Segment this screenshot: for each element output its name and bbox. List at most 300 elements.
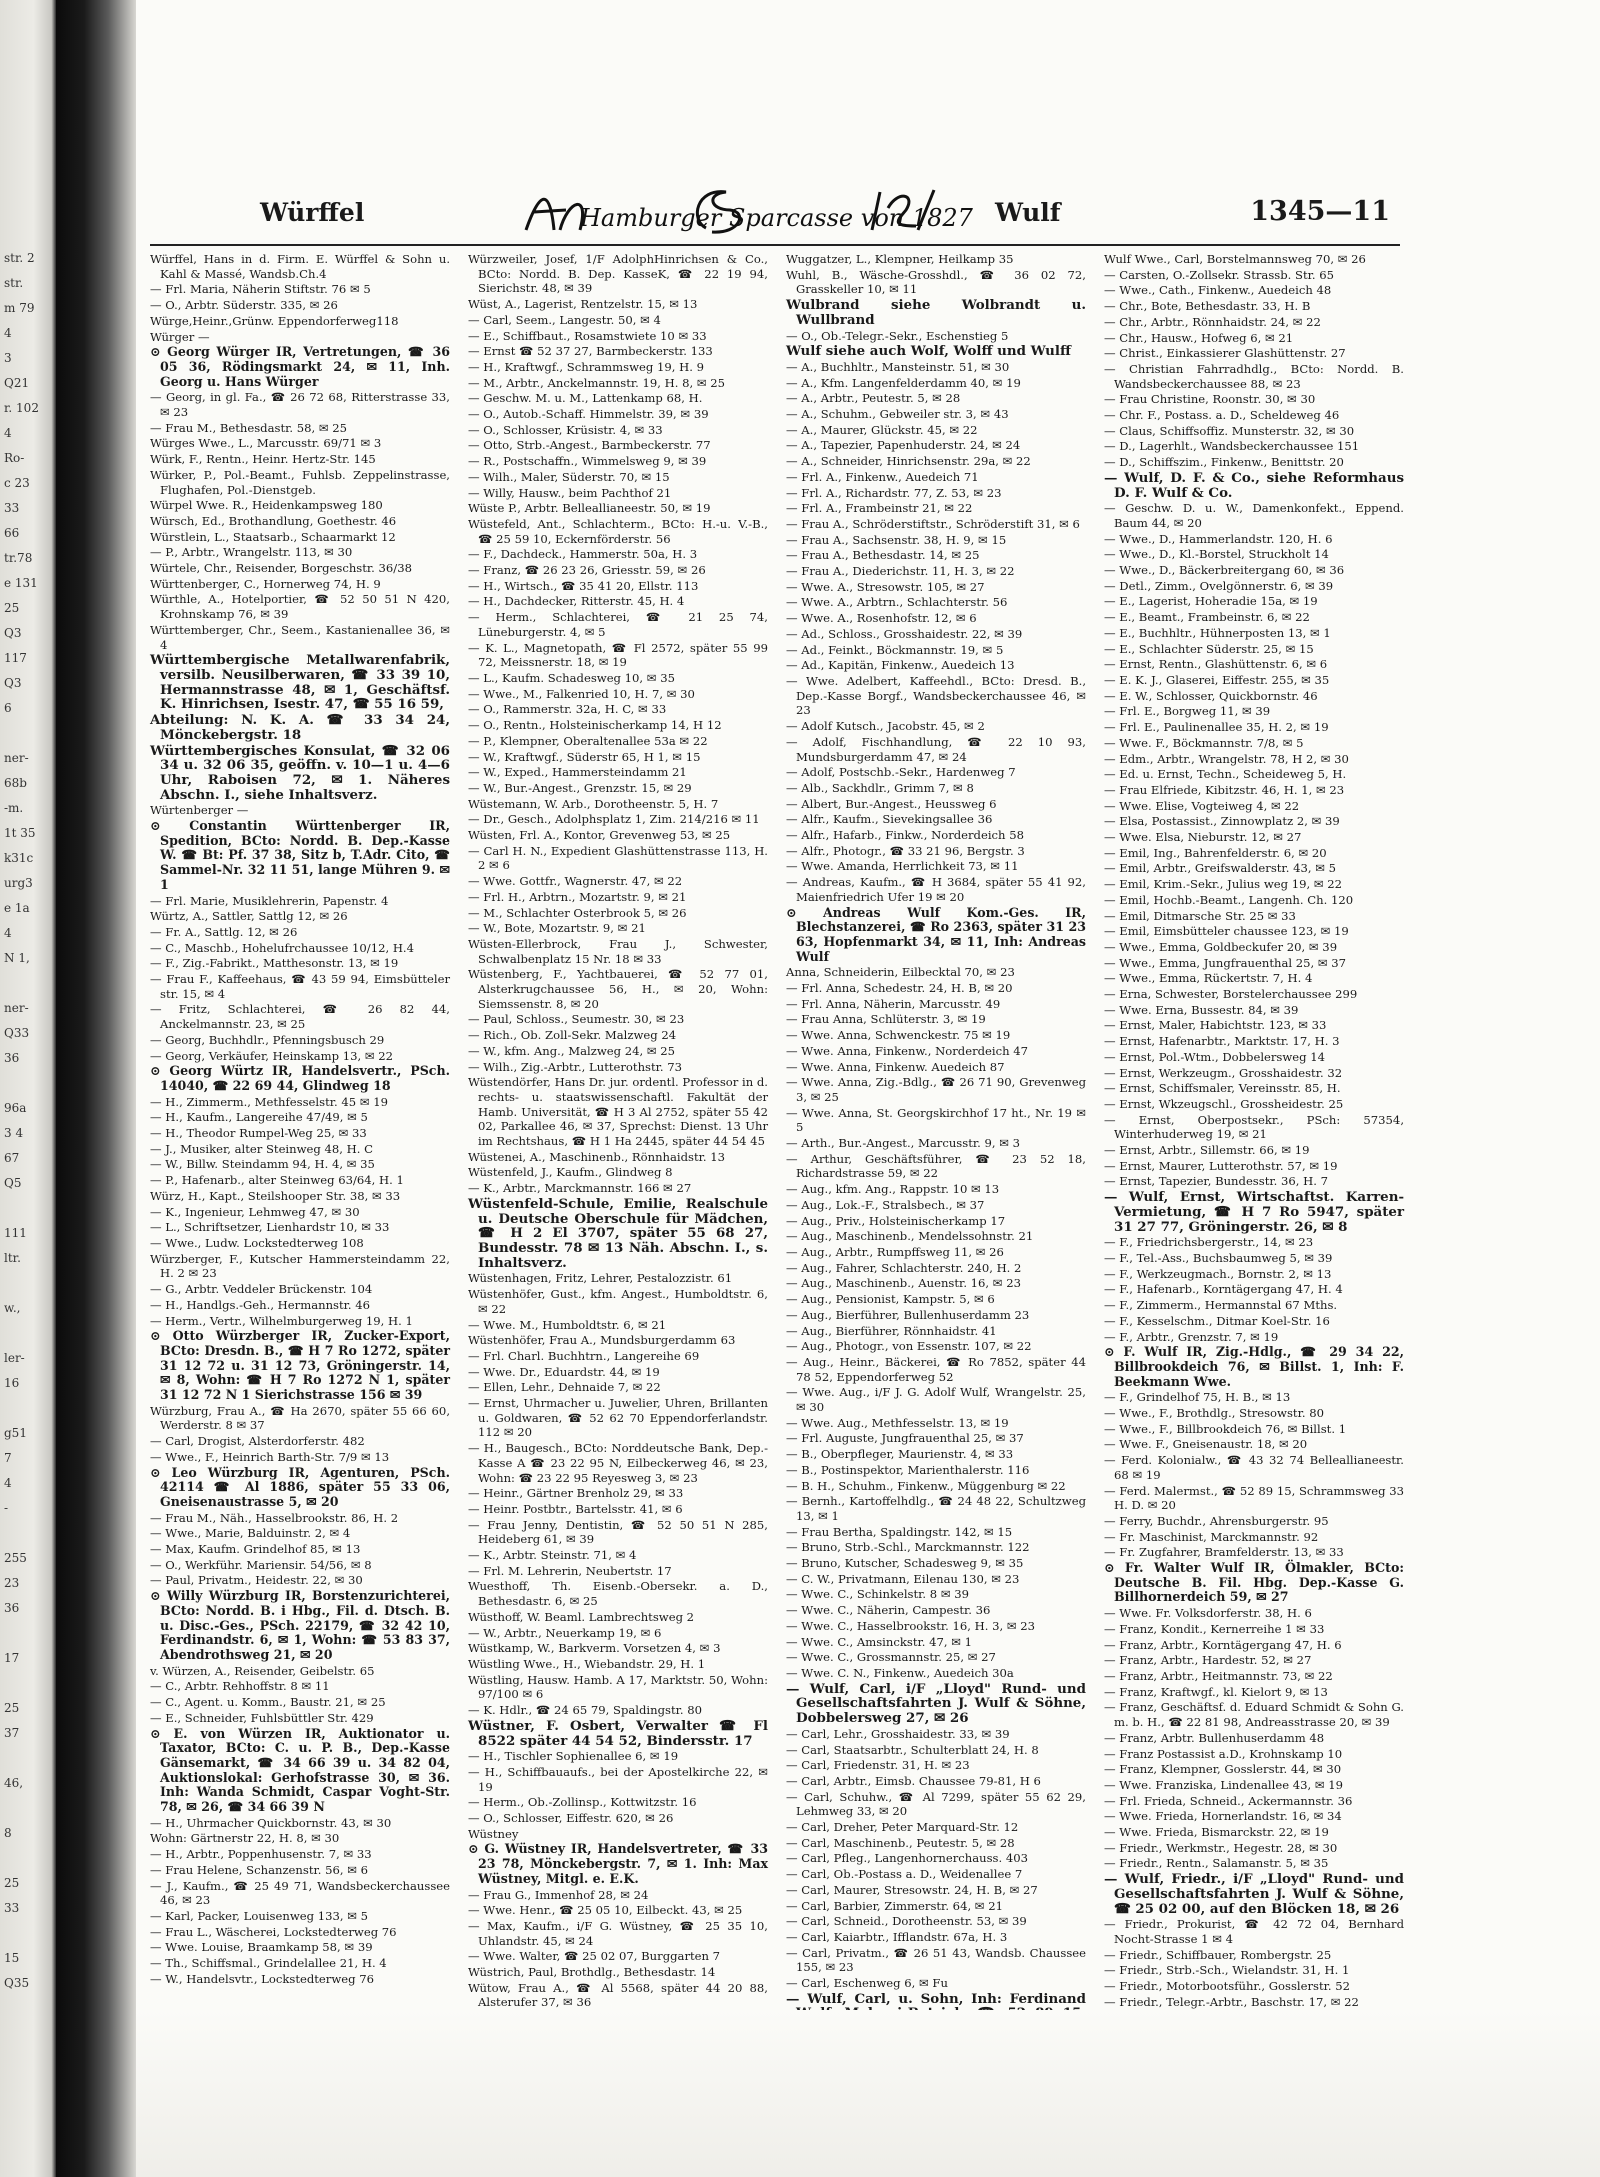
directory-entry: Würsch, Ed., Brothandlung, Goethestr. 46 — [150, 513, 397, 528]
directory-entry: — W., Billw. Steindamm 94, H. 4, ✉ 35 — [150, 1157, 375, 1172]
directory-entry: — B. H., Schuhm., Finkenw., Müggenburg ✉ 22 — [786, 1478, 1066, 1493]
directory-entry: v. Würzen, A., Reisender, Geibelstr. 65 — [150, 1663, 375, 1678]
directory-entry: — H., Kraftwgf., Schrammsweg 19, H. 9 — [468, 359, 704, 374]
directory-entry: — Ernst, Pol.-Wtm., Dobbelersweg 14 — [1104, 1049, 1326, 1064]
directory-entry: — Friedr., Rentn., Salamanstr. 5, ✉ 35 — [1104, 1856, 1329, 1871]
directory-entry: — Wulf, Carl, u. Sohn, Inh: Ferdinand — [786, 1990, 1086, 2007]
directory-entry: — Ernst, Schiffsmaler, Vereinsstr. 85, H. — [1104, 1081, 1341, 1096]
directory-entry: — Frl. H., Arbtrn., Mozartstr. 9, ✉ 21 — [468, 889, 687, 904]
sparcasse-logo-text: Hamburger Sparcasse von 1827 — [580, 204, 973, 232]
directory-entry: — Frau Bertha, Spaldingstr. 142, ✉ 15 — [786, 1524, 1013, 1539]
bleed-line: 1t 35 — [4, 826, 36, 840]
directory-entry: — Wwe. F., Gneisenaustr. 18, ✉ 20 — [1104, 1437, 1308, 1452]
directory-entry: — Wwe. Frieda, Hornerlandstr. 16, ✉ 34 — [1104, 1809, 1342, 1824]
page-header — [260, 180, 1390, 240]
directory-entry: — R., Postschaffn., Wimmelsweg 9, ✉ 39 — [468, 454, 707, 469]
directory-entry: Wüst, A., Lagerist, Rentzelstr. 15, ✉ 13 — [468, 297, 698, 312]
directory-entry: — Friedr., Schiffbauer, Rombergstr. 25 — [1104, 1947, 1332, 1962]
directory-entry: Wüstenhagen, Fritz, Lehrer, Pestalozzistr. 61 — [468, 1271, 733, 1286]
directory-entry: — Franz, Arbtr., Heitmannstr. 73, ✉ 22 — [1104, 1668, 1333, 1683]
directory-entry: — Heinr., Gärtner Brenholz 29, ✉ 33 — [468, 1486, 684, 1501]
directory-entry: — Ernst, Tapezier, Bundesstr. 36, H. 7 — [1104, 1174, 1328, 1189]
directory-entry: — Wwe. C., Hasselbrookstr. 16, H. 3, ✉ 23 — [786, 1618, 1036, 1633]
directory-entry: — E., Schiffbaut., Rosamstwiete 10 ✉ 33 — [468, 328, 707, 343]
directory-entry: — Fr. Maschinist, Marckmannstr. 92 — [1104, 1529, 1319, 1544]
directory-entry: — Frl. Charl. Buchhtrn., Langereihe 69 — [468, 1348, 700, 1363]
right-keyword: Wulf — [995, 198, 1061, 227]
directory-entry: Wulf Wwe., Carl, Borstelmannsweg 70, ✉ 26 — [1104, 252, 1366, 266]
directory-entry: — A., Arbtr., Peutestr. 5, ✉ 28 — [786, 391, 961, 406]
directory-entry: Anna, Schneiderin, Eilbecktal 70, ✉ 23 — [786, 965, 1015, 980]
directory-entry: — Wwe. Dr., Eduardstr. 44, ✉ 19 — [468, 1364, 660, 1379]
bleed-line: Q35 — [4, 1976, 30, 1990]
directory-entry: Wüstling Wwe., H., Wiebandstr. 29, H. 1 — [468, 1656, 706, 1671]
directory-entry: — K., Arbtr., Marckmannstr. 166 ✉ 27 — [468, 1181, 692, 1196]
directory-entry: — Fr. A., Sattlg. 12, ✉ 26 — [150, 924, 298, 939]
directory-entry: — F., Zimmerm., Hermannstal 67 Mths. — [1104, 1298, 1338, 1313]
directory-entry: — H., Baugesch., BCto: Norddeutsche Bank, Dep.-Kasse A ☎ 23 22 95 N, Eilbeckerweg 46, ✉ 23, Wohn: ☎ 23 22 95 Reyesweg 3, ✉ 23 — [468, 1441, 768, 1485]
directory-entry: — Albert, Bur.-Angest., Heussweg 6 — [786, 796, 997, 811]
directory-entry: — Th., Schiffsmal., Grindelallee 21, H. 4 — [150, 1956, 387, 1971]
directory-entry: ⊙ Georg Würger IR, Vertretungen, ☎ 36 05 36, Rödingsmarkt 24, ✉ 11, Inh. Georg u. Hans Würger — [150, 344, 450, 389]
directory-entry: — E., Schlachter Süderstr. 25, ✉ 15 — [1104, 641, 1314, 656]
directory-entry: — Ernst, Hafenarbtr., Marktstr. 17, H. 3 — [1104, 1034, 1340, 1049]
directory-entry: Wüste P., Arbtr. Belleallianeestr. 50, ✉ 19 — [468, 501, 711, 516]
directory-entry: — Elsa, Postassist., Zinnowplatz 2, ✉ 39 — [1104, 814, 1340, 829]
bleed-line: 111 — [4, 1226, 27, 1240]
directory-entry: — O., Rentn., Holsteinischerkamp 14, H 12 — [468, 718, 722, 733]
directory-entry: — Chr., Arbtr., Rönnhaidstr. 24, ✉ 22 — [1104, 314, 1321, 329]
directory-entry: — Ad., Feinkt., Böckmannstr. 19, ✉ 5 — [786, 642, 1004, 657]
directory-entry: Wüstner, F. Osbert, Verwalter ☎ Fl 8522 später 44 54 52, Bindersstr. 17 — [468, 1717, 768, 1749]
bleed-line: r. 102 — [4, 401, 39, 415]
directory-entry: — Rich., Ob. Zoll-Sekr. Malzweg 24 — [468, 1028, 677, 1043]
directory-entry: — Wwe. C., Näherin, Campestr. 36 — [786, 1603, 991, 1618]
directory-entry: — Ellen, Lehr., Dehnaide 7, ✉ 22 — [468, 1380, 661, 1395]
directory-entry: — P., Arbtr., Wrangelstr. 113, ✉ 30 — [150, 545, 353, 560]
directory-entry: — E., Schneider, Fuhlsbüttler Str. 429 — [150, 1710, 374, 1725]
bleed-line: Ro- — [4, 451, 25, 465]
directory-entry: — H., Handlgs.-Geh., Hermannstr. 46 — [150, 1297, 371, 1312]
directory-entry: ⊙ Fr. Walter Wulf IR, Ölmakler, BCto: Deutsche B. Fil. Hbg. Dep.-Kasse G. Billhornerdeich 59, ✉ 27 — [1104, 1560, 1404, 1605]
directory-entry: — Carl, Privatm., ☎ 26 51 43, Wandsb. Chaussee 155, ✉ 23 — [786, 1945, 1086, 1975]
directory-entry: — Andreas, Kaufm., ☎ H 3684, später 55 41 92, Maienfriedrich Ufer 19 ✉ 20 — [786, 875, 1086, 904]
directory-entry: — F., Werkzeugmach., Bornstr. 2, ✉ 13 — [1104, 1266, 1332, 1281]
directory-entry: — Erna, Schwester, Borstelerchaussee 299 — [1104, 987, 1358, 1002]
bleed-line: Q5 — [4, 1176, 22, 1190]
directory-entry: — Wwe. M., Humboldtstr. 6, ✉ 21 — [468, 1317, 667, 1332]
directory-entry: — Frl. Maria, Näherin Stiftstr. 76 ✉ 5 — [150, 282, 371, 297]
directory-entry: — Frl. A., Frambeinstr 21, ✉ 22 — [786, 501, 973, 516]
bleed-line: 33 — [4, 501, 20, 515]
directory-entry: Würzberger, F., Kutscher Hammersteindamm 22, H. 2 ✉ 23 — [150, 1251, 450, 1281]
directory-entry: Würzburg, Frau A., ☎ Ha 2670, später 55 66 60, Werderstr. 8 ✉ 37 — [150, 1403, 450, 1433]
directory-entry: — Franz Postassist a.D., Krohnskamp 10 — [1104, 1746, 1343, 1761]
bleed-line: 117 — [4, 651, 27, 665]
directory-entry: — A., Tapezier, Papenhuderstr. 24, ✉ 24 — [786, 438, 1021, 453]
directory-entry: — Frl. Anna, Schedestr. 24, H. B, ✉ 20 — [786, 981, 1013, 996]
directory-entry: — Franz, Arbtr., Hardestr. 52, ✉ 27 — [1104, 1653, 1312, 1668]
directory-entry: Würffel, Hans in d. Firm. E. Würffel & Sohn u. Kahl & Massé, Wandsb.Ch.4 — [150, 252, 450, 281]
directory-entry: — Wilh., Zig.-Arbtr., Lutterothstr. 73 — [468, 1059, 683, 1074]
directory-entry: — Ernst, Uhrmacher u. Juwelier, Uhren, Brillanten u. Goldwaren, ☎ 52 62 70 Eppendorferlandstr. 112 ✉ 20 — [468, 1396, 768, 1440]
bleed-line: 23 — [4, 1576, 20, 1590]
directory-entry: Würker, P., Pol.-Beamt., Fuhlsb. Zeppelinstrasse, Flughafen, Pol.-Dienstgeb. — [150, 467, 450, 497]
directory-entry: — Carl, Maurer, Stresowstr. 24, H. B, ✉ 27 — [786, 1882, 1038, 1897]
bleed-line: Q21 — [4, 376, 30, 390]
directory-entry: — Wwe. Anna, Schwenckestr. 75 ✉ 19 — [786, 1028, 1011, 1043]
directory-entry: — Carl, Friedenstr. 31, H. ✉ 23 — [786, 1758, 970, 1773]
directory-entry: — Wwe. C., Grossmannstr. 25, ✉ 27 — [786, 1650, 996, 1665]
directory-entry: — Emil, Krim.-Sekr., Julius weg 19, ✉ 22 — [1104, 877, 1342, 892]
directory-entry: — A., Maurer, Glückstr. 45, ✉ 22 — [786, 422, 978, 437]
directory-entry: — Aug., kfm. Ang., Rappstr. 10 ✉ 13 — [786, 1182, 1000, 1197]
directory-entry: — Georg, Buchhdlr., Pfenningsbusch 29 — [150, 1032, 385, 1047]
directory-entry: — Carl, Schuhw., ☎ Al 7299, später 55 62 29, Lehmweg 33, ✉ 20 — [786, 1789, 1086, 1819]
bleed-line: Q3 — [4, 676, 22, 690]
directory-entry: ⊙ F. Wulf IR, Zig.-Hdlg., ☎ 29 34 22, Billbrookdeich 76, ✉ Billst. 1, Inh: F. Beekmann Wwe. — [1104, 1344, 1404, 1389]
directory-entry: — Wwe. C., Amsinckstr. 47, ✉ 1 — [786, 1634, 973, 1649]
directory-entry: — A., Schneider, Hinrichsenstr. 29a, ✉ 22 — [786, 454, 1031, 469]
directory-entry: — Carl, Barbier, Zimmerstr. 64, ✉ 21 — [786, 1898, 1003, 1913]
directory-entry: — Wwe. Anna, Finkenw. Auedeich 87 — [786, 1059, 1005, 1074]
directory-entry: — Herm., Vertr., Wilhelmburgerweg 19, H. 1 — [150, 1313, 413, 1328]
directory-entry: — C., Agent. u. Komm., Baustr. 21, ✉ 25 — [150, 1695, 386, 1710]
directory-entry: Würstlein, L., Staatsarb., Schaarmarkt 12 — [150, 529, 396, 544]
directory-entry: — Wwe., D., Bäckerbreitergang 60, ✉ 36 — [1104, 563, 1345, 578]
directory-entry: — Bruno, Kutscher, Schadesweg 9, ✉ 35 — [786, 1556, 1024, 1571]
directory-entry: — Frl. Anna, Näherin, Marcusstr. 49 — [786, 996, 1001, 1011]
directory-entry: — Franz, Arbtr. Bullenhuserdamm 48 — [1104, 1730, 1325, 1745]
directory-entry: — W., Arbtr., Neuerkamp 19, ✉ 6 — [468, 1625, 662, 1640]
directory-entry: — H., Zimmerm., Methfesselstr. 45 ✉ 19 — [150, 1094, 388, 1109]
directory-entry: — Emil, Ing., Bahrenfelderstr. 6, ✉ 20 — [1104, 845, 1327, 860]
directory-entry: — Bernh., Kartoffelhdlg., ☎ 24 48 22, Schultzweg 13, ✉ 1 — [786, 1494, 1086, 1523]
bleed-line: 36 — [4, 1601, 20, 1615]
directory-entry: — Emil, Ditmarsche Str. 25 ✉ 33 — [1104, 908, 1296, 923]
bleed-line: e 131 — [4, 576, 38, 590]
directory-entry: Wuggatzer, L., Klempner, Heilkamp 35 — [786, 252, 1014, 266]
column-1 — [150, 252, 450, 1992]
directory-entry: Würtenberger — — [150, 803, 249, 818]
directory-entry: — A., Buchhltr., Mansteinstr. 51, ✉ 30 — [786, 359, 1010, 374]
directory-entry: — C. W., Privatmann, Eilenau 130, ✉ 23 — [786, 1571, 1020, 1586]
directory-entry: ⊙ Willy Würzburg IR, Borstenzurichterei, BCto: Nordd. B. i Hbg., Fil. d. Dtsch. B. u. Disc.-Ges., PSch. 22179, ☎ 32 42 10, Ferdinandstr. 6, ✉ 1, Wohn: ☎ 53 83 37, Abendrothsweg 21, ✉ 20 — [150, 1588, 450, 1662]
directory-entry: — Arth., Bur.-Angest., Marcusstr. 9, ✉ 3 — [786, 1136, 1021, 1151]
directory-entry: — Franz, Kondit., Kernerreihe 1 ✉ 33 — [1104, 1621, 1325, 1636]
directory-entry: — Wwe. Anna, Finkenw., Norderdeich 47 — [786, 1043, 1028, 1058]
directory-entry: — Wwe., Emma, Goldbeckufer 20, ✉ 39 — [1104, 939, 1338, 954]
directory-entry: — Adolf, Fischhandlung, ☎ 22 10 93, Mundsburgerdamm 47, ✉ 24 — [786, 734, 1086, 764]
directory-entry: — Frau L., Wäscherei, Lockstedterweg 76 — [150, 1924, 397, 1939]
directory-entry: — O., Rammerstr. 32a, H. C, ✉ 33 — [468, 702, 667, 717]
directory-entry: — Aug., Maschinenb., Auenstr. 16, ✉ 23 — [786, 1276, 1021, 1291]
directory-entry: — B., Postinspektor, Marienthalerstr. 116 — [786, 1462, 1030, 1477]
directory-entry: — Frau G., Immenhof 28, ✉ 24 — [468, 1887, 649, 1902]
directory-entry: — Alb., Sackhdlr., Grimm 7, ✉ 8 — [786, 780, 974, 795]
directory-entry: — Wwe. A., Stresowstr. 105, ✉ 27 — [786, 579, 985, 594]
directory-entry: — Wwe. A., Rosenhofstr. 12, ✉ 6 — [786, 611, 977, 626]
directory-entry: Wüstendörfer, Hans Dr. jur. ordentl. Professor in d. rechts- u. staatswissenschaftl. Fakultät der Hamb. Universität, ☎ H 3 Al 2752, später 55 42 02, Parkallee 46, ✉ 37, Sprechst: Dienst. 13 Uhr im Rechtshaus, ☎ H 1 Ha 2445, später 44 54 45 — [468, 1075, 768, 1149]
directory-entry: — Max, Kaufm., i/F G. Wüstney, ☎ 25 35 10, Uhlandstr. 45, ✉ 24 — [468, 1918, 768, 1948]
directory-entry: — Carl, Pfleg., Langenhornerchauss. 403 — [786, 1851, 1028, 1866]
directory-entry: — Adolf Kutsch., Jacobstr. 45, ✉ 2 — [786, 719, 985, 734]
directory-entry: — P., Klempner, Oberaltenallee 53a ✉ 22 — [468, 733, 708, 748]
bleed-line: 6 — [4, 701, 12, 715]
directory-entry: Wüstenfeld-Schule, Emilie, Realschule u. Deutsche Oberschule für Mädchen, ☎ H 2 El 3707, später 55 68 27, Bundesstr. 78 ✉ 13 Näh. Abschn. I., s. Inhaltsverz. — [468, 1195, 768, 1271]
directory-entry: — Wwe., Emma, Jungfrauenthal 25, ✉ 37 — [1104, 955, 1347, 970]
directory-entry: — Wwe. Anna, Zig.-Bdlg., ☎ 26 71 90, Grevenweg 3, ✉ 25 — [786, 1075, 1086, 1104]
directory-entry: — Frau Elfriede, Kibitzstr. 46, H. 1, ✉ 23 — [1104, 782, 1345, 797]
directory-entry: Würge,Heinr.,Grünw. Eppendorferweg118 — [150, 313, 399, 328]
directory-columns — [150, 252, 1404, 2010]
directory-entry: Wuesthoff, Th. Eisenb.-Obersekr. a. D., Bethesdastr. 6, ✉ 25 — [468, 1579, 768, 1609]
directory-entry: — Bruno, Strb.-Schl., Marckmannstr. 122 — [786, 1540, 1030, 1555]
directory-entry: — O., Autob.-Schaff. Himmelstr. 39, ✉ 39 — [468, 407, 709, 422]
directory-entry: Wüstenhöfer, Frau A., Mundsburgerdamm 63 — [468, 1333, 736, 1348]
directory-entry: — Herm., Schlachterei, ☎ 21 25 74, Lüneburgerstr. 4, ✉ 5 — [468, 610, 768, 639]
directory-entry: Würtz, A., Sattler, Sattlg 12, ✉ 26 — [150, 909, 348, 924]
directory-entry: — K. L., Magnetopath, ☎ Fl 2572, später 55 99 72, Meissnerstr. 18, ✉ 19 — [468, 640, 768, 670]
directory-entry: — Frl. E., Paulinenallee 35, H. 2, ✉ 19 — [1104, 720, 1329, 735]
directory-entry: — F., Kesselschm., Ditmar Koel-Str. 16 — [1104, 1313, 1330, 1328]
directory-entry: — Wwe., F., Heinrich Barth-Str. 7/9 ✉ 13 — [150, 1449, 390, 1464]
directory-entry: — Fr. Zugfahrer, Bramfelderstr. 13, ✉ 33 — [1104, 1545, 1344, 1560]
directory-entry: — Wulf, Carl, i/F „Lloyd" Rund- und Gesellschaftsfahrten J. Wulf & Söhne, Dobbelersweg 27, ✉ 26 — [786, 1680, 1086, 1727]
directory-entry: — Carl, Dreher, Peter Marquard-Str. 12 — [786, 1820, 1019, 1835]
directory-entry: — D., Lagerhlt., Wandsbeckerchaussee 151 — [1104, 439, 1360, 454]
directory-entry: — Ernst, Rentn., Glashüttenstr. 6, ✉ 6 — [1104, 657, 1328, 672]
directory-entry: — Alfr., Hafarb., Finkw., Norderdeich 58 — [786, 828, 1024, 843]
directory-entry: — F., Zig.-Fabrikt., Matthesonstr. 13, ✉ 19 — [150, 956, 399, 971]
bleed-line: 4 — [4, 926, 12, 940]
directory-entry: — G., Arbtr. Veddeler Brückenstr. 104 — [150, 1282, 373, 1297]
directory-entry: — B., Oberpfleger, Maurienstr. 4, ✉ 33 — [786, 1447, 1014, 1462]
directory-entry: — Wwe. Gottfr., Wagnerstr. 47, ✉ 22 — [468, 874, 683, 889]
directory-entry: Wüsten, Frl. A., Kontor, Grevenweg 53, ✉ 25 — [468, 828, 731, 843]
previous-page-edge — [0, 0, 56, 2177]
directory-entry: — W., Handelsvtr., Lockstedterweg 76 — [150, 1971, 374, 1986]
directory-entry: — Frau M., Näh., Hasselbrookstr. 86, H. 2 — [150, 1510, 399, 1525]
directory-entry: — Georg, in gl. Fa., ☎ 26 72 68, Ritterstrasse 33, ✉ 23 — [150, 390, 450, 420]
directory-entry: — H., Tischler Sophienallee 6, ✉ 19 — [468, 1749, 679, 1764]
directory-entry: — E., Beamt., Frambeinstr. 6, ✉ 22 — [1104, 610, 1310, 625]
directory-entry: — P., Hafenarb., alter Steinweg 63/64, H. 1 — [150, 1173, 404, 1188]
directory-entry: — Wwe., Emma, Rückertstr. 7, H. 4 — [1104, 971, 1313, 986]
directory-entry: — H., Schiffbauaufs., bei der Apostelkirche 22, ✉ 19 — [468, 1764, 768, 1794]
directory-entry: — Carl H. N., Expedient Glashüttenstrasse 113, H. 2 ✉ 6 — [468, 843, 768, 873]
directory-entry: — Wwe. Henr., ☎ 25 05 10, Eilbeckt. 43, ✉ 25 — [468, 1903, 743, 1918]
bleed-line: 33 — [4, 1901, 20, 1915]
directory-entry: — Ernst, Maler, Habichtstr. 123, ✉ 33 — [1104, 1018, 1327, 1033]
directory-entry: Würzweiler, Josef, 1/F AdolphHinrichsen & Co., BCto: Nordd. B. Dep. KasseK, ☎ 22 19 94, Sierichstr. 48, ✉ 39 — [468, 252, 768, 296]
directory-entry: — E., Buchhltr., Hühnerposten 13, ✉ 1 — [1104, 625, 1331, 640]
directory-entry: — Ernst, Wkzeugschl., Grossheidestr. 25 — [1104, 1096, 1344, 1111]
bleed-line: c 23 — [4, 476, 30, 490]
directory-entry: — O., Werkführ. Mariensir. 54/56, ✉ 8 — [150, 1557, 372, 1572]
directory-entry: — W., Exped., Hammersteindamm 21 — [468, 765, 687, 780]
left-keyword: Würffel — [260, 198, 365, 227]
bleed-line: N 1, — [4, 951, 30, 965]
bleed-line: ner- — [4, 751, 29, 765]
directory-entry: — Wwe. Adelbert, Kaffeehdl., BCto: Dresd. B., Dep.-Kasse Borgf., Wandsbeckerchaussee 46, ✉ 23 — [786, 673, 1086, 718]
directory-entry: — Edm., Arbtr., Wrangelstr. 78, H 2, ✉ 30 — [1104, 751, 1349, 766]
directory-entry: — Frl. Frieda, Schneid., Ackermannstr. 36 — [1104, 1793, 1353, 1808]
directory-entry: Württembergische Metallwarenfabrik, versilb. Neusilberwaren, ☎ 33 39 10, Hermannstrasse 48, ✉ 1, Geschäftsf. K. Hinrichsen, Isestr. 47, ☎ 55 16 59, — [150, 652, 450, 713]
directory-entry: — Aug., Photogr., von Essenstr. 107, ✉ 22 — [786, 1339, 1032, 1354]
bleed-line: w., — [4, 1301, 21, 1315]
directory-entry: — Wwe. F., Böckmannstr. 7/8, ✉ 5 — [1104, 735, 1304, 750]
bleed-line: g51 — [4, 1426, 27, 1440]
directory-entry: Württenberger, C., Hornerweg 74, H. 9 — [150, 576, 381, 591]
directory-entry: — M., Schlachter Osterbrook 5, ✉ 26 — [468, 905, 687, 920]
directory-entry: Wüstefeld, Ant., Schlachterm., BCto: H.-u. V.-B., ☎ 25 59 10, Eckernförderstr. 56 — [468, 516, 768, 546]
directory-entry: — Herm., Ob.-Zollinsp., Kottwitzstr. 16 — [468, 1795, 697, 1810]
directory-entry: ⊙ E. von Würzen IR, Auktionator u. Taxator, BCto: C. u. P. B., Dep.-Kasse Gänsemarkt, ☎ 34 66 39 u. 34 82 04, Auktionslokal: Gerhofstrasse 30, ✉ 36. Inh: Wanda Schmidt, Caspar Voght-Str. 78, ✉ 26, ☎ 34 66 39 N — [150, 1725, 450, 1815]
bleed-line: k31c — [4, 851, 34, 865]
page-number: 1345—11 — [1250, 196, 1390, 227]
directory-entry: — Claus, Schiffsoffiz. Munsterstr. 32, ✉ 30 — [1104, 423, 1355, 438]
directory-entry: — Franz, Klempner, Gosslerstr. 44, ✉ 30 — [1104, 1762, 1342, 1777]
directory-entry: — E. W., Schlosser, Quickbornstr. 46 — [1104, 688, 1318, 703]
directory-entry: — Ad., Schloss., Grosshaidestr. 22, ✉ 39 — [786, 626, 1023, 641]
directory-entry: — J., Musiker, alter Steinweg 48, H. C — [150, 1141, 373, 1156]
directory-entry: — Wwe., D., Hammerlandstr. 120, H. 6 — [1104, 531, 1333, 546]
directory-entry: — Friedr., Strb.-Sch., Wielandstr. 31, H. 1 — [1104, 1963, 1350, 1978]
directory-entry: Abteilung: N. K. A. ☎ 33 34 24, Mönckebergstr. 18 — [150, 712, 450, 743]
directory-entry: — Carl, Arbtr., Eimsb. Chaussee 79-81, H 6 — [786, 1773, 1041, 1788]
directory-entry: — Frau A., Sachsenstr. 38, H. 9, ✉ 15 — [786, 532, 1007, 547]
directory-entry: Wüstenfeld, J., Kaufm., Glindweg 8 — [468, 1165, 673, 1180]
directory-entry: — Friedr., Telegr.-Arbtr., Baschstr. 17, ✉ 22 — [1104, 1994, 1359, 2009]
directory-entry: Wüstemann, W. Arb., Dorotheenstr. 5, H. 7 — [468, 796, 719, 811]
directory-entry: — Ad., Kapitän, Finkenw., Auedeich 13 — [786, 658, 1015, 673]
bleed-line: ltr. — [4, 1251, 21, 1265]
directory-entry: — Franz, Kraftwgf., kl. Kielort 9, ✉ 13 — [1104, 1684, 1328, 1699]
bleed-line: tr.78 — [4, 551, 33, 565]
directory-entry: — F., Dachdeck., Hammerstr. 50a, H. 3 — [468, 547, 698, 562]
directory-entry: — Adolf, Postschb.-Sekr., Hardenweg 7 — [786, 765, 1016, 780]
directory-entry: Wulbrand siehe Wolbrandt u. Wullbrand — [786, 297, 1086, 328]
bleed-line: 16 — [4, 1376, 20, 1390]
directory-entry: — Wulf, D. F. & Co., siehe Reformhaus D. F. Wulf & Co. — [1104, 469, 1404, 501]
directory-entry: — Frl. Auguste, Jungfrauenthal 25, ✉ 37 — [786, 1431, 1024, 1446]
bleed-line: ler- — [4, 1351, 25, 1365]
book-gutter — [56, 0, 136, 2177]
directory-entry: — Frau A., Schröderstiftstr., Schröderstift 31, ✉ 6 — [786, 516, 1080, 531]
bleed-line: 4 — [4, 326, 12, 340]
directory-entry: — F., Friedrichsbergerstr., 14, ✉ 23 — [1104, 1235, 1314, 1250]
directory-entry: Wulf siehe auch Wolf, Wolff und Wulff — [786, 343, 1071, 360]
directory-entry: — Chr., Bote, Bethesdastr. 33, H. B — [1104, 299, 1311, 314]
directory-entry: — Chr., Hausw., Hofweg 6, ✉ 21 — [1104, 330, 1294, 345]
directory-entry: — Fritz, Schlachterei, ☎ 26 82 44, Anckelmannstr. 23, ✉ 25 — [150, 1002, 450, 1032]
directory-entry: — H., Theodor Rumpel-Weg 25, ✉ 33 — [150, 1126, 367, 1141]
directory-entry: — Alfr., Kaufm., Sievekingsallee 36 — [786, 812, 993, 827]
directory-entry: — H., Wirtsch., ☎ 35 41 20, Ellstr. 113 — [468, 578, 699, 593]
bleed-line: urg3 — [4, 876, 33, 890]
directory-entry: — Wwe. C. N., Finkenw., Auedeich 30a — [786, 1665, 1014, 1680]
directory-entry: Wüstrich, Paul, Brothdlg., Bethesdastr. 14 — [468, 1965, 716, 1980]
directory-entry: — Frau M., Bethesdastr. 58, ✉ 25 — [150, 420, 348, 435]
directory-entry: — M., Arbtr., Anckelmannstr. 19, H. 8, ✉ 25 — [468, 375, 726, 390]
directory-entry: Würpel Wwe. R., Heidenkampsweg 180 — [150, 498, 383, 513]
bleed-line: 68b — [4, 776, 27, 790]
directory-entry: — O., Schlosser, Eiffestr. 620, ✉ 26 — [468, 1811, 674, 1826]
bleed-line: str. 2 — [4, 251, 35, 265]
directory-entry: — Wwe. Amanda, Herrlichkeit 73, ✉ 11 — [786, 859, 1019, 874]
directory-entry: — H., Uhrmacher Quickbornstr. 43, ✉ 30 — [150, 1815, 392, 1830]
directory-entry: Wüstenei, A., Maschinenb., Rönnhaidstr. 13 — [468, 1149, 726, 1164]
directory-entry: ⊙ Andreas Wulf Kom.-Ges. IR, Blechstanzerei, ☎ Ro 2363, später 31 23 63, Hopfenmarkt 34, ✉ 11, Inh: Andreas Wulf — [786, 904, 1086, 964]
directory-entry: — W., kfm. Ang., Malzweg 24, ✉ 25 — [468, 1043, 675, 1058]
directory-entry: Wüstney — [468, 1826, 519, 1841]
directory-entry: — Wilh., Maler, Süderstr. 70, ✉ 15 — [468, 469, 670, 484]
bleed-line: 4 — [4, 1476, 12, 1490]
directory-entry: — Wwe., F., Billbrookdeich 76, ✉ Billst. 1 — [1104, 1421, 1347, 1436]
directory-entry: Wüsthoff, W. Beaml. Lambrechtsweg 2 — [468, 1609, 695, 1624]
directory-entry: — W., Bur.-Angest., Grenzstr. 15, ✉ 29 — [468, 780, 692, 795]
directory-entry: Wuhl, B., Wäsche-Grosshdl., ☎ 36 02 72, Grasskeller 10, ✉ 11 — [786, 267, 1086, 297]
directory-entry: — Carl, Drogist, Alsterdorferstr. 482 — [150, 1434, 365, 1449]
directory-entry: — Wwe. C., Schinkelstr. 8 ✉ 39 — [786, 1587, 969, 1602]
directory-entry: — Wwe., Cath., Finkenw., Auedeich 48 — [1104, 283, 1332, 298]
directory-entry: — Friedr., Prokurist, ☎ 42 72 04, Bernhard Nocht-Strasse 1 ✉ 4 — [1104, 1917, 1404, 1946]
directory-entry: — Wwe., M., Falkenried 10, H. 7, ✉ 30 — [468, 686, 695, 701]
directory-entry: — H., Arbtr., Poppenhusenstr. 7, ✉ 33 — [150, 1847, 372, 1862]
directory-entry: ⊙ G. Wüstney IR, Handelsvertreter, ☎ 33 23 78, Mönckebergstr. 7, ✉ 1. Inh: Max Wüstney, Mitgl. e. E.K. — [468, 1841, 768, 1886]
directory-entry: — Franz, Arbtr., Korntägergang 47, H. 6 — [1104, 1637, 1342, 1652]
directory-entry: Wüstkamp, W., Barkverm. Vorsetzen 4, ✉ 3 — [468, 1641, 721, 1656]
directory-entry: — Wwe. Walter, ☎ 25 02 07, Burggarten 7 — [468, 1949, 721, 1964]
directory-entry: — K., Ingenieur, Lehmweg 47, ✉ 30 — [150, 1204, 360, 1219]
directory-entry: — Emil, Arbtr., Greifswalderstr. 43, ✉ 5 — [1104, 861, 1336, 876]
directory-entry: — Ernst ☎ 52 37 27, Barmbeckerstr. 133 — [468, 344, 713, 359]
directory-entry: — Chr. F., Postass. a. D., Scheldeweg 46 — [1104, 408, 1340, 423]
bleed-line: 37 — [4, 1726, 20, 1740]
directory-entry: — Aug., Bierführer, Rönnhaidstr. 41 — [786, 1323, 997, 1338]
bleed-line: ner- — [4, 1001, 29, 1015]
directory-entry: — Wwe. Frieda, Bismarckstr. 22, ✉ 19 — [1104, 1825, 1329, 1840]
directory-entry: — Geschw. M. u. M., Lattenkamp 68, H. — [468, 391, 703, 406]
directory-entry: — O., Ob.-Telegr.-Sekr., Eschenstieg 5 — [786, 328, 1009, 343]
directory-entry: — F., Tel.-Ass., Buchsbaumweg 5, ✉ 39 — [1104, 1251, 1333, 1265]
directory-entry: — H., Dachdecker, Ritterstr. 45, H. 4 — [468, 594, 685, 609]
directory-entry: — Wwe. Fr. Volksdorferstr. 38, H. 6 — [1104, 1606, 1312, 1621]
directory-entry: — O., Schlosser, Krüsistr. 4, ✉ 33 — [468, 422, 663, 437]
directory-entry: — Ernst, Maurer, Lutterothstr. 57, ✉ 19 — [1104, 1158, 1338, 1173]
directory-entry: — A., Schuhm., Gebweiler str. 3, ✉ 43 — [786, 407, 1009, 422]
directory-entry: ⊙ Constantin Württenberger IR, Spedition, BCto: Nordd. B. Dep.-Kasse W. ☎ Bt: Pf. 37 38, Sitz b, T.Adr. Cito, ☎ Sammel-Nr. 32 11 51, lange Mühren 9. ✉ 1 — [150, 818, 450, 892]
bleed-line: 255 — [4, 1551, 27, 1565]
directory-entry: — Emil, Eimsbütteler chaussee 123, ✉ 19 — [1104, 924, 1349, 939]
directory-entry: — Ernst, Arbtr., Sillemstr. 66, ✉ 19 — [1104, 1143, 1310, 1158]
directory-entry: — Frau Helene, Schanzenstr. 56, ✉ 6 — [150, 1862, 369, 1877]
directory-entry: — Frl. Marie, Musiklehrerin, Papenstr. 4 — [150, 893, 389, 908]
directory-entry: — Wwe. Aug., i/F J. G. Adolf Wulf, Wrangelstr. 25, ✉ 30 — [786, 1385, 1086, 1415]
directory-entry: Würk, F., Rentn., Heinr. Hertz-Str. 145 — [150, 452, 376, 467]
directory-entry: — L., Kaufm. Schadesweg 10, ✉ 35 — [468, 670, 675, 685]
directory-entry: — F., Grindelhof 75, H. B., ✉ 13 — [1104, 1390, 1291, 1405]
directory-entry: — Geschw. D. u. W., Damenkonfekt., Eppend. Baum 44, ✉ 20 — [1104, 501, 1404, 530]
directory-entry: — Willy, Hausw., beim Pachthof 21 — [468, 485, 672, 500]
directory-entry: — Aug., Pensionist, Kampstr. 5, ✉ 6 — [786, 1292, 995, 1307]
directory-entry: — Friedr., Werkmstr., Hegestr. 28, ✉ 30 — [1104, 1840, 1338, 1855]
directory-entry: — K. Hdlr., ☎ 24 65 79, Spaldingstr. 80 — [468, 1703, 703, 1718]
directory-entry: — Aug., Lok.-F., Stralsbech., ✉ 37 — [786, 1197, 985, 1212]
directory-entry: — Carl, Ob.-Postass a. D., Weidenallee 7 — [786, 1867, 1023, 1882]
directory-entry: — Aug., Maschinenb., Mendelssohnstr. 21 — [786, 1229, 1034, 1244]
